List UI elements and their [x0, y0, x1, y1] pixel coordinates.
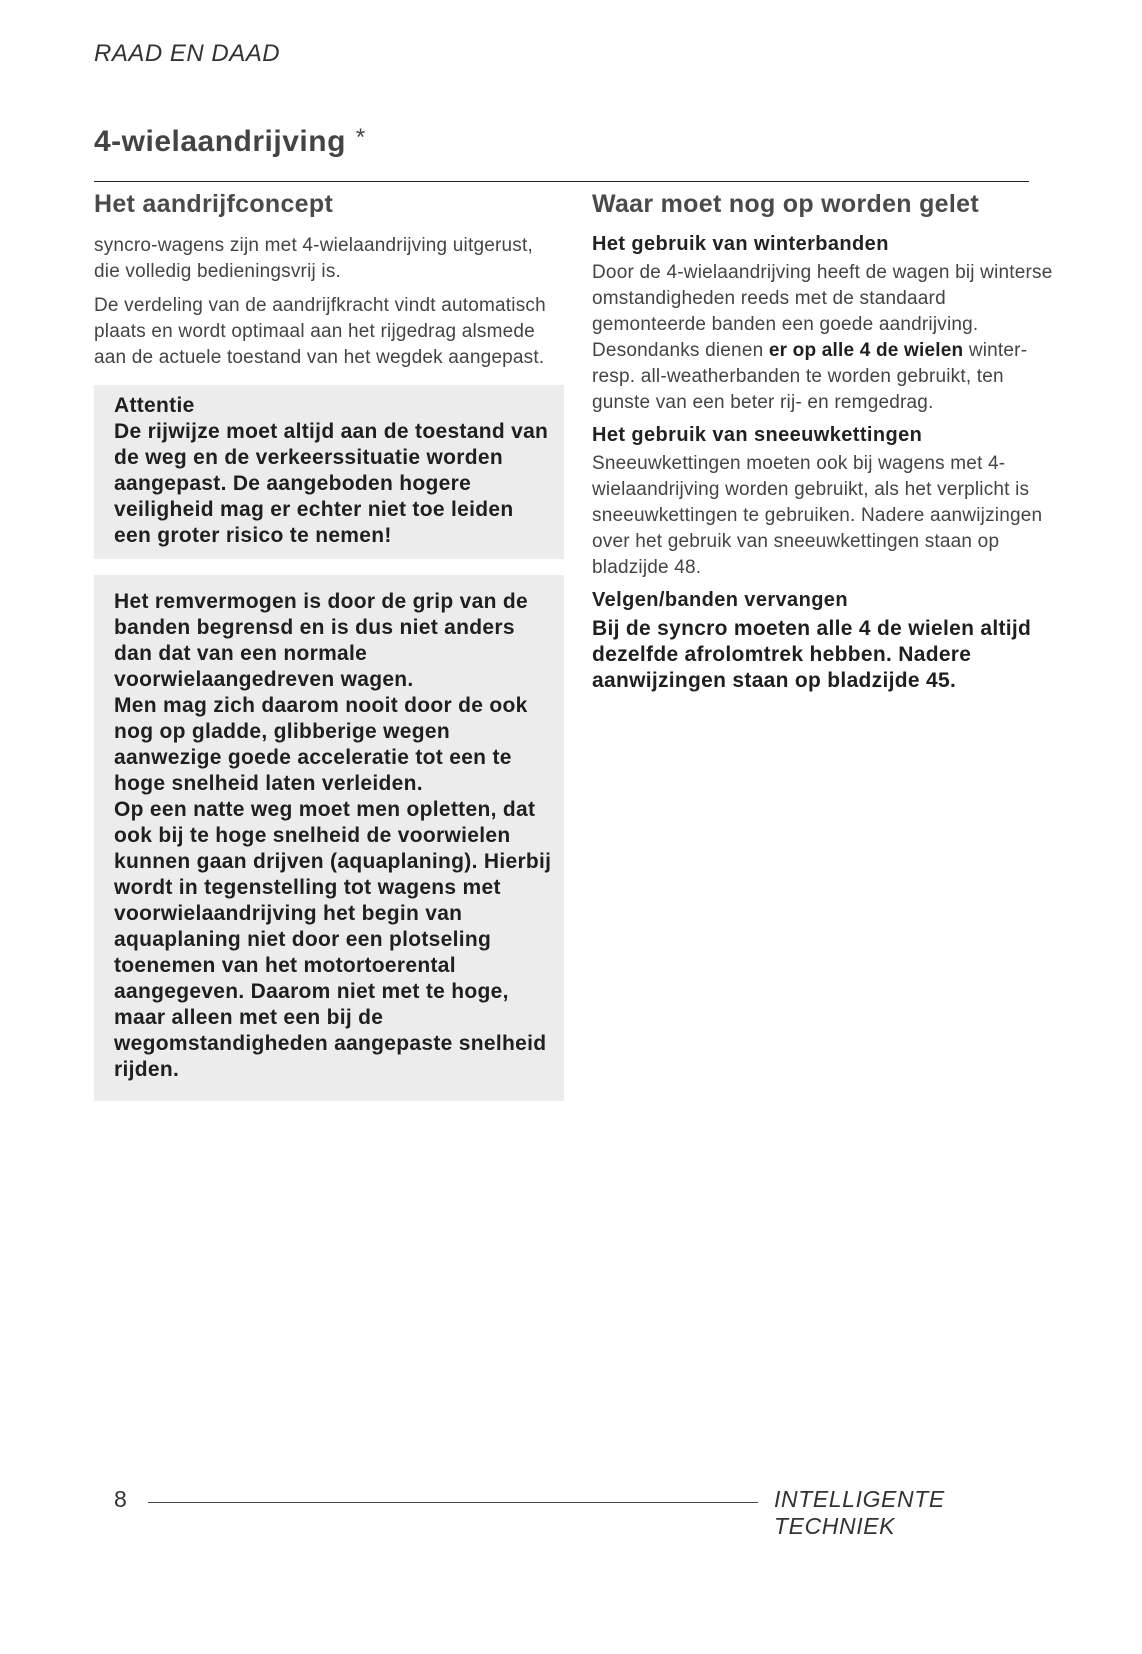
left-column [94, 190, 564, 1101]
brakes-warning-box [94, 575, 564, 1101]
title-rule [94, 181, 1029, 182]
winter-tyres-heading: Het gebruik van winterbanden [592, 233, 889, 255]
winter-tyres-text-pre: Door de 4-wielaandrijving heeft de wagen bij winterse omstandigheden reeds met de standaard gemonteerde banden een goede aandrijving. Desondanks dienen [592, 262, 1053, 361]
rims-tyres-heading: Velgen/banden vervangen [592, 589, 848, 611]
chapter-title-text: 4-wielaandrijving [94, 125, 346, 158]
running-head: RAAD EN DAAD [94, 40, 281, 67]
chapter-title-mark: * [355, 124, 366, 151]
winter-tyres-text-bold: er op alle 4 de wielen [768, 340, 964, 361]
attention-box [94, 385, 564, 559]
section-heading-attention-points: Waar moet nog op worden gelet [592, 190, 979, 218]
right-column [592, 190, 1062, 694]
page-footer [94, 1486, 1029, 1539]
section-heading-drive-concept: Het aandrijfconcept [94, 190, 334, 218]
drive-concept-paragraph-2: De verdeling van de aandrijfkracht vindt automatisch plaats en wordt optimaal aan het rijgedrag alsmede aan de actuele toestand van het wegdek aangepast. [94, 295, 546, 368]
brakes-warning-paragraph-3: Op een natte weg moet men opletten, dat ook bij te hoge snelheid de voorwielen kunnen gaan drijven (aquaplaning). Hierbij wordt in tegenstelling tot wagens met voorwielaandrijving het begin van aquaplaning niet door een plotseling toenemen van het motortoerental aangegeven. Daarom niet met te hoge, maar alleen met een bij de wegomstandigheden aangepaste snelheid rijden. [114, 798, 552, 1081]
chapter-title [94, 124, 366, 159]
attention-title: Attentie [114, 394, 195, 417]
footer-title: INTELLIGENTE TECHNIEK [774, 1486, 945, 1539]
rims-tyres-text: Bij de syncro moeten alle 4 de wielen altijd dezelfde afrolomtrek hebben. Nadere aanwijzingen staan op bladzijde 45. [592, 617, 1032, 692]
attention-text: De rijwijze moet altijd aan de toestand van de weg en de verkeerssituatie worden aangepast. De aangeboden hogere veiligheid mag er echter niet toe leiden een groter risico te nemen! [114, 420, 549, 547]
page-number: 8 [114, 1486, 127, 1512]
winter-tyres-text [592, 260, 1062, 416]
brakes-warning-paragraph-1: Het remvermogen is door de grip van de banden begrensd en is dus niet anders dan dat van een normale voorwielaangedreven wagen. [114, 590, 528, 691]
winter-tyres-text-post: winter- resp. all-weatherbanden te worden gebruikt, ten gunste van een beter rij- en remgedrag. [592, 340, 1028, 413]
drive-concept-paragraph-1: syncro-wagens zijn met 4-wielaandrijving uitgerust, die volledig bedieningsvrij is. [94, 235, 533, 282]
snow-chains-text: Sneeuwkettingen moeten ook bij wagens met 4-wielaandrijving worden gebruikt, als het verplicht is sneeuwkettingen te gebruiken. Nadere aanwijzingen over het gebruik van sneeuwkettingen staan op bladzijde 48. [592, 453, 1043, 578]
footer-rule [148, 1502, 758, 1503]
brakes-warning-paragraph-2: Men mag zich daarom nooit door de ook nog op gladde, glibberige wegen aanwezige goede acceleratie tot een te hoge snelheid laten verleiden. [114, 694, 528, 795]
snow-chains-heading: Het gebruik van sneeuwkettingen [592, 424, 923, 446]
